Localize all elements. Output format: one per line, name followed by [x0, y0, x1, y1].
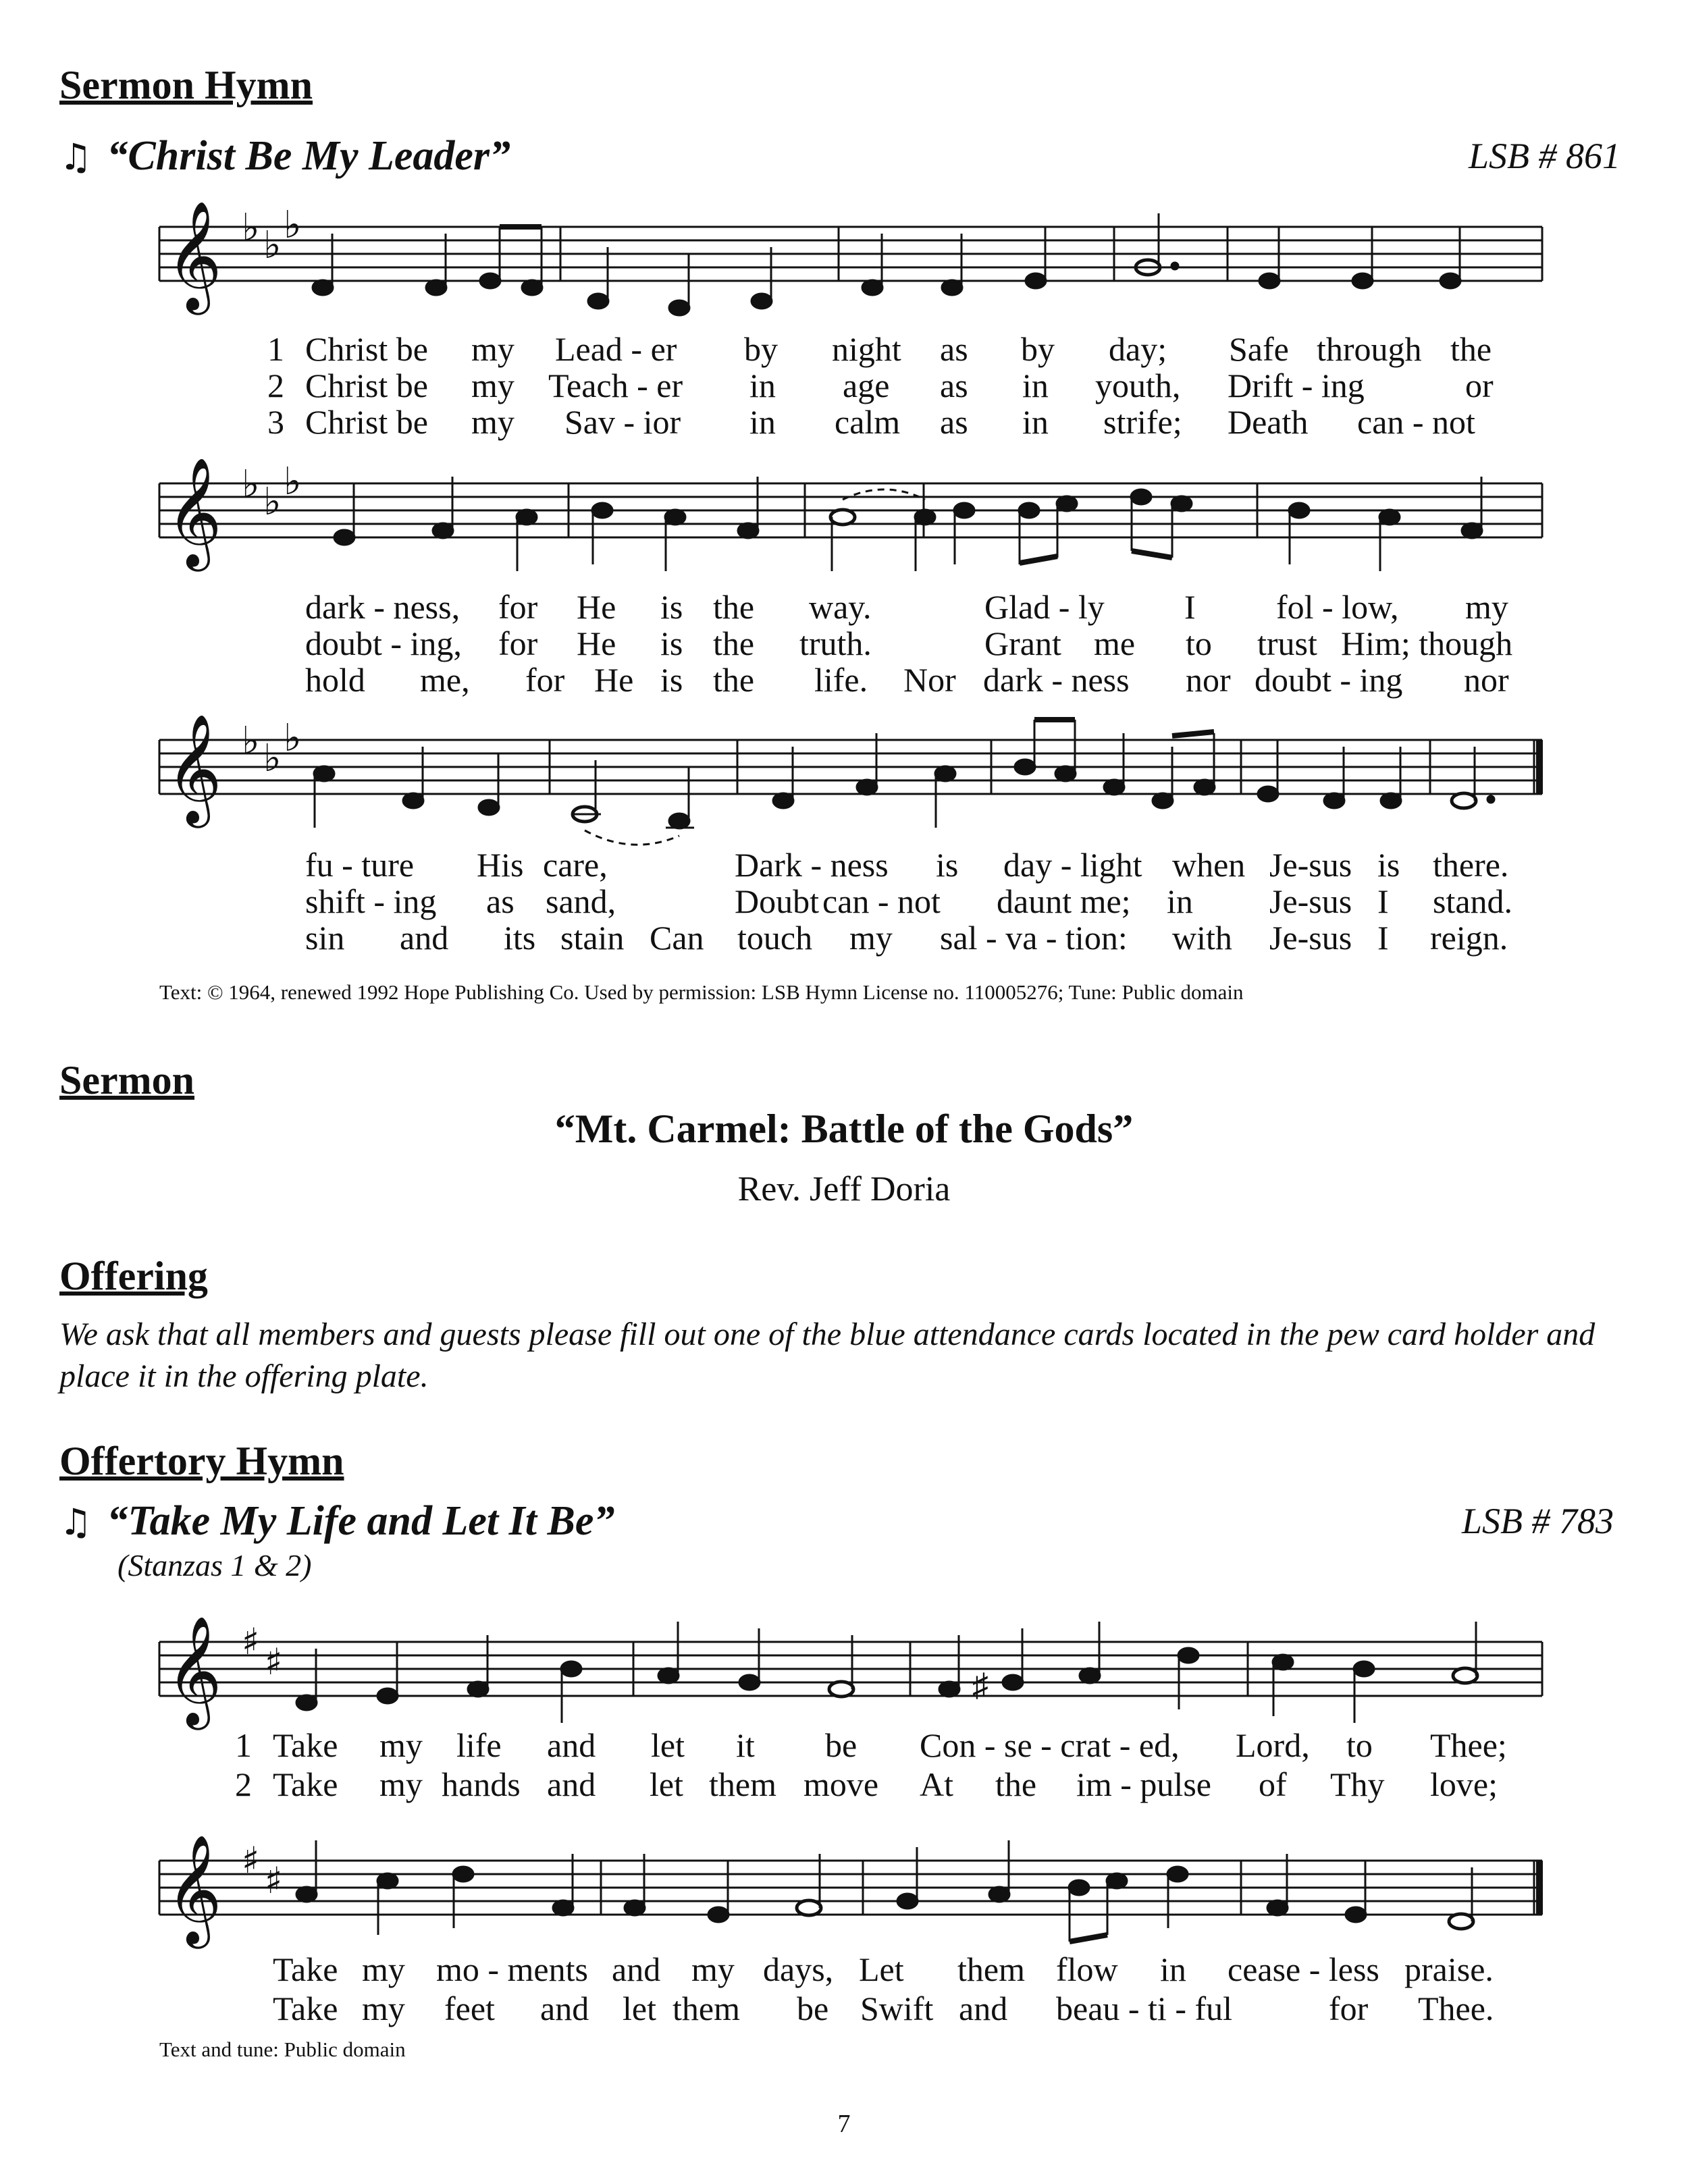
svg-text:♯: ♯	[265, 1641, 283, 1683]
lyric-word: stand.	[1433, 882, 1513, 920]
lyric-word: strife;	[1103, 403, 1182, 441]
lyric-word: the	[713, 588, 755, 626]
stanza-number: 1	[267, 330, 284, 368]
svg-text:♭: ♭	[242, 462, 260, 506]
lyric-word: can - not	[1357, 403, 1475, 441]
lyric-word: hold	[305, 661, 365, 699]
lyric-word: doubt - ing	[1255, 661, 1403, 699]
lyric-word: calm	[835, 403, 901, 441]
lyric-word: me	[1094, 624, 1136, 662]
lyric-word: touch	[737, 919, 813, 957]
lyric-word: as	[940, 330, 968, 368]
lyric-word: mo - ments	[436, 1950, 588, 1988]
lyric-word: stain	[560, 919, 625, 957]
lyric-word: dark - ness,	[305, 588, 460, 626]
lyric-word: Dark - ness	[735, 846, 889, 884]
lyric-word: in	[1167, 882, 1193, 920]
lyric-word: when	[1172, 846, 1246, 884]
lyric-word: fu - ture	[305, 846, 415, 884]
sermon-preacher: Rev. Jeff Doria	[737, 1170, 951, 1208]
lyric-word: the	[1450, 330, 1492, 368]
lyric-word: Death	[1228, 403, 1309, 441]
svg-text:♯: ♯	[265, 1859, 283, 1902]
sermon-title: “Mt. Carmel: Battle of the Gods”	[554, 1107, 1134, 1151]
lyric-word: and	[959, 1990, 1008, 2027]
stanza-number: 2	[267, 367, 284, 404]
svg-text:♭: ♭	[263, 480, 282, 524]
lyric-word: my	[471, 403, 515, 441]
lyric-word: beau - ti - ful	[1056, 1990, 1233, 2027]
lyric-word: Christ be	[305, 330, 428, 368]
lyric-word: and	[612, 1950, 661, 1988]
lyric-word: I	[1377, 882, 1389, 920]
svg-text:♭: ♭	[284, 716, 302, 760]
svg-text:♭: ♭	[242, 206, 260, 250]
lyric-word: with	[1172, 919, 1232, 957]
lyric-word: Je-sus	[1269, 882, 1352, 920]
section-heading-sermon-hymn: Sermon Hymn	[59, 63, 313, 107]
lyric-word: as	[486, 882, 515, 920]
lyric-word: be	[825, 1726, 858, 1764]
lyric-word: trust	[1257, 624, 1317, 662]
lyric-word: is	[1377, 846, 1400, 884]
section-heading-sermon: Sermon	[59, 1058, 194, 1102]
lyric-word: Christ be	[305, 367, 428, 404]
lyric-word: Thy	[1330, 1765, 1385, 1803]
lyric-word: my	[379, 1765, 423, 1803]
lyric-word: my	[362, 1990, 405, 2027]
lyric-word: as	[940, 403, 968, 441]
lyric-word: doubt - ing,	[305, 624, 462, 662]
lyric-word: in	[1022, 403, 1049, 441]
stanza-number: 2	[235, 1765, 252, 1803]
lyric-word: Let	[859, 1950, 904, 1988]
lyric-word: for	[525, 661, 565, 699]
lyric-word: night	[832, 330, 901, 368]
lyric-word: my	[471, 367, 515, 404]
lyric-word: by	[744, 330, 778, 368]
lyric-word: Je-sus	[1269, 846, 1352, 884]
lyric-word: it	[736, 1726, 755, 1764]
lyric-word: of	[1259, 1765, 1287, 1803]
lyric-word: the	[713, 624, 755, 662]
lyric-word: in	[749, 403, 776, 441]
lyric-word: praise.	[1404, 1950, 1494, 1988]
lyric-word: Take	[273, 1950, 338, 1988]
svg-text:♯: ♯	[242, 1839, 260, 1882]
lyric-word: can - not	[822, 882, 941, 920]
lyric-word: Sav - ior	[564, 403, 681, 441]
lyric-word: my	[691, 1950, 735, 1988]
svg-text:𝄞: 𝄞	[166, 1834, 222, 1944]
lyric-word: life	[456, 1726, 502, 1764]
lyric-word: for	[1329, 1990, 1369, 2027]
lyric-word: as	[940, 367, 968, 404]
lyric-word: nor	[1186, 661, 1231, 699]
svg-text:𝄞: 𝄞	[166, 201, 222, 311]
svg-text:♭: ♭	[284, 460, 302, 504]
lyric-word: move	[803, 1765, 879, 1803]
lyric-word: Doubt	[735, 882, 819, 920]
lyric-word: and	[547, 1726, 596, 1764]
lyric-word: be	[797, 1990, 829, 2027]
lyric-word: in	[749, 367, 776, 404]
lyric-word: in	[1160, 1950, 1186, 1988]
lyric-word: is	[660, 624, 683, 662]
lyric-word: through	[1317, 330, 1422, 368]
lyric-word: Swift	[860, 1990, 934, 2027]
svg-text:𝄞: 𝄞	[166, 457, 222, 567]
lyric-word: Glad - ly	[984, 588, 1105, 626]
lyric-word: care,	[543, 846, 608, 884]
lyric-word: Take	[273, 1726, 338, 1764]
lyric-word: sin	[305, 919, 345, 957]
lyric-word: Safe	[1229, 330, 1289, 368]
lyric-word: days,	[763, 1950, 834, 1988]
stanza-number: 3	[267, 403, 284, 441]
lyric-word: He	[577, 588, 616, 626]
lyric-word: hands	[442, 1765, 521, 1803]
lyric-word: cease - less	[1228, 1950, 1379, 1988]
lyric-word: truth.	[799, 624, 872, 662]
lyric-word: and	[540, 1990, 589, 2027]
lyric-word: Him; though	[1341, 624, 1513, 662]
lyric-word: Drift - ing	[1228, 367, 1365, 404]
svg-text:𝄞: 𝄞	[166, 714, 222, 824]
lyric-word: At	[920, 1765, 953, 1803]
lyric-word: Je-sus	[1269, 919, 1352, 957]
lyric-word: Take	[273, 1765, 338, 1803]
lyric-word: let	[623, 1990, 656, 2027]
lyric-word: the	[713, 661, 755, 699]
svg-text:♭: ♭	[263, 223, 282, 267]
section-heading-offering: Offering	[59, 1254, 208, 1298]
lyric-word: Lord,	[1236, 1726, 1310, 1764]
lyric-word: reign.	[1430, 919, 1508, 957]
music-note-icon: ♫	[59, 1501, 93, 1543]
lyric-word: is	[936, 846, 959, 884]
lyric-word: its	[504, 919, 536, 957]
lyric-word: the	[995, 1765, 1037, 1803]
hymn-number: LSB # 783	[1461, 1501, 1614, 1541]
staff-system-4	[159, 1642, 1542, 1696]
lyric-word: I	[1184, 588, 1196, 626]
stanza-number: 1	[235, 1726, 252, 1764]
lyric-word: is	[660, 588, 683, 626]
lyric-word: them	[957, 1950, 1025, 1988]
lyric-word: Thee;	[1430, 1726, 1507, 1764]
lyric-word: let	[651, 1726, 685, 1764]
lyric-word: my	[849, 919, 893, 957]
lyric-word: day - light	[1003, 846, 1142, 884]
svg-text:♯: ♯	[972, 1668, 988, 1703]
lyric-word: Thee.	[1418, 1990, 1494, 2027]
svg-text:♯: ♯	[242, 1620, 260, 1663]
lyric-word: my	[471, 330, 515, 368]
lyric-word: Lead - er	[555, 330, 677, 368]
page-number: 7	[837, 2110, 851, 2138]
hymn-number: LSB # 861	[1468, 136, 1620, 176]
lyric-word: I	[1377, 919, 1389, 957]
lyric-word: life.	[814, 661, 868, 699]
lyric-word: He	[594, 661, 634, 699]
section-heading-offertory-hymn: Offertory Hymn	[59, 1439, 344, 1483]
offertory-hymn-credit: Text and tune: Public domain	[159, 2037, 406, 2061]
lyric-word: to	[1186, 624, 1212, 662]
svg-text:♭: ♭	[263, 737, 282, 780]
lyric-word: dark - ness	[983, 661, 1130, 699]
lyric-word: there.	[1433, 846, 1509, 884]
lyric-word: for	[498, 588, 538, 626]
hymn-stanzas: (Stanzas 1 & 2)	[117, 1548, 312, 1582]
svg-text:♭: ♭	[284, 203, 302, 247]
lyric-word: my	[1465, 588, 1508, 626]
lyric-word: Take	[273, 1990, 338, 2027]
lyric-word: is	[660, 661, 683, 699]
lyric-word: age	[843, 367, 890, 404]
hymn-title: “Take My Life and Let It Be”	[107, 1498, 615, 1544]
lyric-word: feet	[444, 1990, 495, 2027]
lyric-word: day;	[1109, 330, 1167, 368]
lyric-word: sal - va - tion:	[940, 919, 1128, 957]
lyric-word: sand,	[546, 882, 616, 920]
lyric-word: daunt me;	[997, 882, 1131, 920]
lyric-word: youth,	[1095, 367, 1181, 404]
lyric-word: for	[498, 624, 538, 662]
svg-text:𝄞: 𝄞	[166, 1616, 222, 1726]
lyric-word: and	[400, 919, 449, 957]
lyric-word: to	[1346, 1726, 1373, 1764]
svg-text:♭: ♭	[242, 719, 260, 763]
lyric-word: or	[1465, 367, 1494, 404]
lyric-word: im - pulse	[1076, 1765, 1211, 1803]
lyric-word: flow	[1056, 1950, 1118, 1988]
hymn-title: “Christ Be My Leader”	[107, 133, 511, 179]
lyric-word: Can	[650, 919, 704, 957]
lyric-word: He	[577, 624, 616, 662]
lyric-word: fol - low,	[1276, 588, 1399, 626]
lyric-word: Con - se - crat - ed,	[920, 1726, 1180, 1764]
lyric-word: shift - ing	[305, 882, 437, 920]
lyric-word: me,	[420, 661, 470, 699]
sermon-hymn-credit: Text: © 1964, renewed 1992 Hope Publishing Co. Used by permission: LSB Hymn License no. 110005276; Tune: Public domain	[159, 980, 1244, 1004]
offering-note: We ask that all members and guests please fill out one of the blue attendance cards located in the pew card holder and place it in the offering plate.	[59, 1316, 1595, 1394]
lyric-word: way.	[809, 588, 872, 626]
lyric-word: them	[709, 1765, 776, 1803]
lyric-word: Grant	[984, 624, 1061, 662]
lyric-word: my	[362, 1950, 405, 1988]
lyric-word: nor	[1464, 661, 1509, 699]
lyric-word: them	[672, 1990, 740, 2027]
lyric-word: Teach - er	[548, 367, 683, 404]
lyric-word: love;	[1430, 1765, 1498, 1803]
staff-system-5	[159, 1861, 1542, 1915]
lyric-word: let	[650, 1765, 683, 1803]
lyric-word: and	[547, 1765, 596, 1803]
lyric-word: my	[379, 1726, 423, 1764]
music-note-icon: ♫	[59, 136, 93, 178]
lyric-word: Nor	[903, 661, 956, 699]
lyric-word: in	[1022, 367, 1049, 404]
lyric-word: Christ be	[305, 403, 428, 441]
lyric-word: by	[1021, 330, 1055, 368]
lyric-word: His	[477, 846, 524, 884]
